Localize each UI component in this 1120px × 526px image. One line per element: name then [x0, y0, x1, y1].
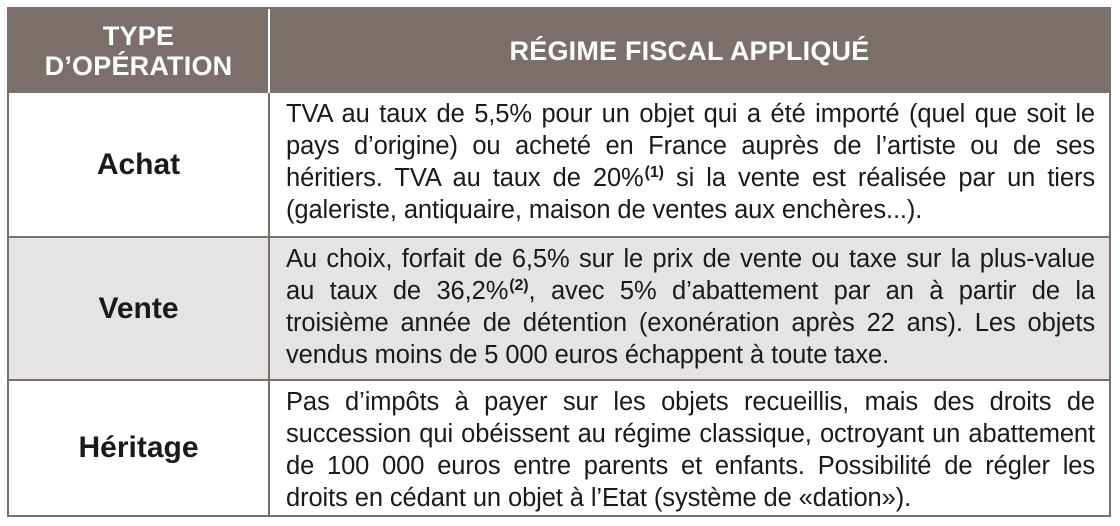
footnote-marker-1: (1)	[644, 164, 664, 181]
row-type-vente: Vente	[9, 236, 270, 379]
tax-regime-table	[7, 7, 1111, 517]
header-tax-regime: RÉGIME FISCAL APPLIQUÉ	[270, 9, 1109, 93]
row-regime-heritage: Pas d’impôts à payer sur les objets recueillis, mais des droits de succession qui obéissent au régime classique, octroyant un abattement de 100 000 euros entre parents et enfants. Possibilité de régler les droits en cédant un objet à l’Etat (système de «dation»).	[270, 379, 1109, 515]
row-regime-vente-text-a: Au choix, forfait de 6,5% sur le prix de vente ou taxe sur la plus-value au taux de 36,2%	[286, 245, 1095, 305]
header-operation-type-line2: D’OPÉRATION	[44, 51, 233, 81]
row-type-heritage: Héritage	[9, 379, 270, 515]
header-operation-type-line1: TYPE	[102, 21, 175, 51]
header-operation-type	[9, 9, 270, 93]
footnote-marker-2: (2)	[509, 277, 529, 294]
row-regime-vente	[270, 236, 1109, 379]
row-regime-vente-text-b: , avec 5% d’abattement par an à partir de la troisième année de détention (exonération après 22 ans). Les objets vendus moins de 5 000 euros échappent à toute taxe.	[286, 277, 1096, 369]
row-regime-achat-text-a: TVA au taux de 5,5% pour un objet qui a été importé (quel que soit le pays d’origine) ou acheté en France auprès de l’artiste ou de ses héritiers. TVA au taux de 20%	[286, 100, 1095, 192]
row-type-achat: Achat	[9, 93, 270, 236]
row-regime-achat	[270, 93, 1109, 236]
row-regime-achat-text-b: si la vente est réalisée par un tiers (galeriste, antiquaire, maison de ventes aux enchères...).	[286, 164, 1095, 224]
